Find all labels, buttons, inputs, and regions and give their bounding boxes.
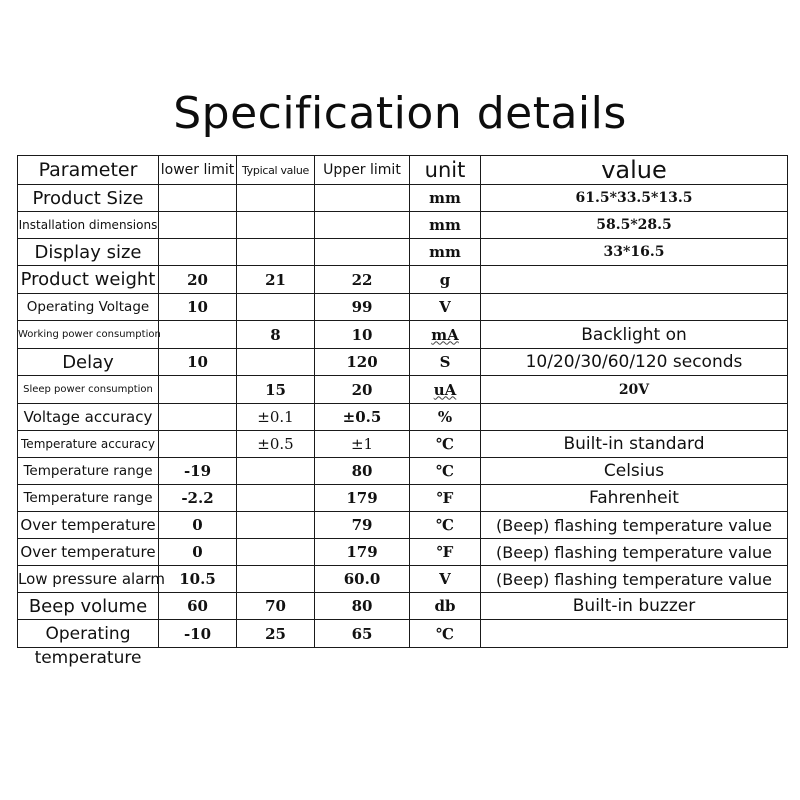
cell-value: Celsius: [481, 458, 788, 485]
cell-parameter: Low pressure alarm: [18, 566, 159, 593]
cell-unit: mA: [410, 321, 481, 349]
table-row: [18, 620, 788, 648]
cell-upper-limit: 60.0: [315, 566, 410, 593]
cell-value: 33*16.5: [481, 239, 788, 266]
cell-parameter: Temperature range: [18, 485, 159, 512]
cell-typical-value: ±0.5: [237, 431, 315, 458]
cell-unit: S: [410, 349, 481, 376]
cell-typical-value: [237, 212, 315, 239]
cell-lower-limit: [159, 321, 237, 349]
cell-unit: V: [410, 566, 481, 593]
table-row: [18, 376, 788, 404]
cell-parameter-text: Operating temperature: [34, 624, 142, 668]
cell-lower-limit: [159, 376, 237, 404]
table-row: [18, 485, 788, 512]
header-typical-value: Typical value: [237, 156, 315, 185]
header-unit: unit: [410, 156, 481, 185]
cell-typical-value: [237, 349, 315, 376]
cell-upper-limit: 22: [315, 266, 410, 294]
cell-typical-value: [237, 458, 315, 485]
cell-value: Built-in standard: [481, 431, 788, 458]
cell-lower-limit: -2.2: [159, 485, 237, 512]
cell-lower-limit: [159, 431, 237, 458]
cell-unit: g: [410, 266, 481, 294]
cell-typical-value: [237, 512, 315, 539]
table-row: [18, 266, 788, 294]
cell-value: [481, 294, 788, 321]
cell-upper-limit: [315, 239, 410, 266]
cell-value: [481, 620, 788, 648]
cell-lower-limit: 0: [159, 539, 237, 566]
cell-parameter: Installation dimensions: [18, 212, 159, 239]
cell-typical-value: [237, 185, 315, 212]
cell-value: (Beep) flashing temperature value: [481, 566, 788, 593]
cell-typical-value: 70: [237, 593, 315, 620]
page-title: Specification details: [173, 88, 627, 139]
cell-typical-value: 8: [237, 321, 315, 349]
cell-lower-limit: 10: [159, 294, 237, 321]
specification-table: [17, 155, 788, 668]
cell-parameter: Temperature accuracy: [18, 431, 159, 458]
cell-typical-value: 25: [237, 620, 315, 648]
cell-unit: mm: [410, 239, 481, 266]
cell-lower-limit: 0: [159, 512, 237, 539]
cell-typical-value: [237, 539, 315, 566]
cell-upper-limit: ±1: [315, 431, 410, 458]
table-row: [18, 294, 788, 321]
cell-value: 10/20/30/60/120 seconds: [481, 349, 788, 376]
table-row: [18, 431, 788, 458]
cell-upper-limit: [315, 185, 410, 212]
table-row: [18, 404, 788, 431]
cell-lower-limit: [159, 185, 237, 212]
cell-value: 58.5*28.5: [481, 212, 788, 239]
cell-lower-limit: 10.5: [159, 566, 237, 593]
table-row: [18, 512, 788, 539]
cell-parameter: Voltage accuracy: [18, 404, 159, 431]
cell-value: [481, 404, 788, 431]
cell-parameter: Sleep power consumption: [18, 376, 159, 404]
cell-value: Built-in buzzer: [481, 593, 788, 620]
cell-lower-limit: [159, 239, 237, 266]
cell-upper-limit: 20: [315, 376, 410, 404]
cell-typical-value: 15: [237, 376, 315, 404]
cell-upper-limit: 65: [315, 620, 410, 648]
cell-typical-value: [237, 485, 315, 512]
cell-parameter: [18, 620, 159, 668]
cell-unit: ℃: [410, 458, 481, 485]
header-parameter: Parameter: [18, 156, 159, 185]
table-row: [18, 321, 788, 349]
cell-value: 61.5*33.5*13.5: [481, 185, 788, 212]
cell-parameter: Product Size: [18, 185, 159, 212]
cell-lower-limit: -10: [159, 620, 237, 648]
cell-lower-limit: 60: [159, 593, 237, 620]
cell-value: (Beep) flashing temperature value: [481, 539, 788, 566]
table-row: [18, 212, 788, 239]
cell-upper-limit: 79: [315, 512, 410, 539]
table-row: [18, 539, 788, 566]
table-row: [18, 349, 788, 376]
table-row: [18, 593, 788, 620]
header-upper-limit: Upper limit: [315, 156, 410, 185]
cell-lower-limit: [159, 212, 237, 239]
cell-parameter: Over temperature: [18, 539, 159, 566]
cell-value: [481, 266, 788, 294]
table-row: [18, 185, 788, 212]
cell-parameter: Working power consumption: [18, 321, 159, 349]
cell-typical-value: ±0.1: [237, 404, 315, 431]
cell-unit: ℃: [410, 620, 481, 648]
cell-parameter: Temperature range: [18, 458, 159, 485]
cell-unit: ℃: [410, 431, 481, 458]
cell-unit: ℃: [410, 512, 481, 539]
table-row: [18, 566, 788, 593]
table-header-row: [18, 156, 788, 185]
cell-value: Fahrenheit: [481, 485, 788, 512]
cell-typical-value: [237, 566, 315, 593]
cell-parameter: Product weight: [18, 266, 159, 294]
cell-unit: %: [410, 404, 481, 431]
cell-lower-limit: [159, 404, 237, 431]
table-row: [18, 458, 788, 485]
cell-unit: ℉: [410, 485, 481, 512]
header-lower-limit: lower limit: [159, 156, 237, 185]
cell-parameter: Display size: [18, 239, 159, 266]
cell-upper-limit: 179: [315, 485, 410, 512]
cell-upper-limit: 179: [315, 539, 410, 566]
cell-upper-limit: ±0.5: [315, 404, 410, 431]
header-value: value: [481, 156, 788, 185]
cell-lower-limit: 10: [159, 349, 237, 376]
cell-lower-limit: -19: [159, 458, 237, 485]
cell-parameter: Operating Voltage: [18, 294, 159, 321]
cell-typical-value: 21: [237, 266, 315, 294]
cell-upper-limit: [315, 212, 410, 239]
cell-value: 20V: [481, 376, 788, 404]
cell-typical-value: [237, 239, 315, 266]
cell-upper-limit: 120: [315, 349, 410, 376]
cell-upper-limit: 80: [315, 593, 410, 620]
cell-unit: db: [410, 593, 481, 620]
cell-upper-limit: 80: [315, 458, 410, 485]
table-row: [18, 239, 788, 266]
cell-unit: mm: [410, 185, 481, 212]
cell-unit: ℉: [410, 539, 481, 566]
cell-parameter: Over temperature: [18, 512, 159, 539]
cell-unit: V: [410, 294, 481, 321]
cell-unit: mm: [410, 212, 481, 239]
cell-value: (Beep) flashing temperature value: [481, 512, 788, 539]
cell-lower-limit: 20: [159, 266, 237, 294]
cell-upper-limit: 99: [315, 294, 410, 321]
cell-parameter: Beep volume: [18, 593, 159, 620]
cell-unit: uA: [410, 376, 481, 404]
cell-value: Backlight on: [481, 321, 788, 349]
cell-parameter: Delay: [18, 349, 159, 376]
cell-typical-value: [237, 294, 315, 321]
cell-upper-limit: 10: [315, 321, 410, 349]
